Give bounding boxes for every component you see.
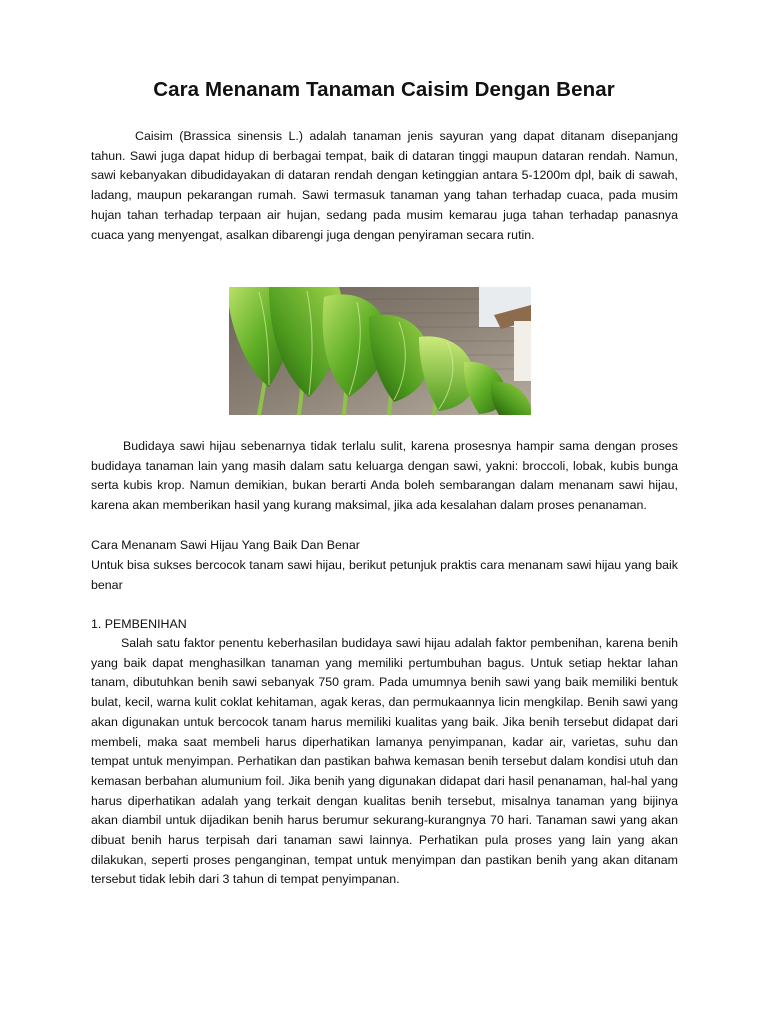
paragraph-budidaya: Budidaya sawi hijau sebenarnya tidak terlalu sulit, karena prosesnya hampir sama dengan proses budidaya tanaman lain yang masih dalam satu keluarga dengan sawi, yakni: broccoli, lobak, kubis bunga serta kubis krop. Namun demikian, bukan berarti Anda boleh sembarangan dalam menanam sawi hijau, karena akan memberikan hasil yang kurang maksimal, jika ada kesalahan dalam proses penanaman.: [91, 439, 678, 513]
subheading: Cara Menanam Sawi Hijau Yang Baik Dan Benar: [91, 538, 360, 552]
intro-paragraph: Caisim (Brassica sinensis L.) adalah tanaman jenis sayuran yang dapat ditanam disepanjang tahun. Sawi juga dapat hidup di berbagai tempat, baik di dataran tinggi maupun dataran rendah. Namun, sawi kebanyakan dibudidayakan di dataran rendah dengan ketinggian antara 5-1200m dpl, baik di sawah, ladang, maupun pekarangan rumah. Sawi termasuk tanaman yang tahan terhadap cuaca, pada musim hujan tahan terhadap terpaan air hujan, sedang pada musim kemarau juga tahan terhadap panasnya cuaca yang menyengat, asalkan dibarengi juga dengan penyiraman secara rutin.: [91, 129, 678, 242]
document-title: Cara Menanam Tanaman Caisim Dengan Benar: [153, 78, 615, 101]
section-heading-pembenihan: 1. PEMBENIHAN: [91, 617, 187, 631]
sawi-hijau-photo: [229, 287, 531, 415]
section-body-pembenihan: Salah satu faktor penentu keberhasilan budidaya sawi hijau adalah faktor pembenihan, karena benih yang baik dapat menghasilkan tanaman yang memiliki pertumbuhan bagus. Untuk setiap hektar lahan tanam, dibutuhkan benih sawi sebanyak 750 gram. Pada umumnya benih sawi yang baik memiliki bentuk bulat, kecil, warna kulit coklat kehitaman, agak keras, dan permukaannya licin mengkilap. Benih sawi yang akan digunakan untuk bercocok tanam harus memiliki kualitas yang baik. Jika benih tersebut didapat dari membeli, maka saat membeli harus diperhatikan lamanya penyimpanan, kadar air, varietas, suhu dan tempat untuk menyimpan. Perhatikan dan pastikan bahwa kemasan benih tersebut dalam kondisi utuh dan kemasan berbahan alumunium foil. Jika benih yang digunakan didapat dari hasil penanaman, hal-hal yang harus diperhatikan adalah yang terkait dengan kualitas benih tersebut, misalnya tanaman yang bijinya akan diambil untuk dijadikan benih harus berumur sekurang-kurangnya 70 hari. Tanaman sawi yang akan dibuat benih harus terpisah dari tanaman sawi lainnya. Perhatikan pula proses yang lain yang akan dilakukan, seperti proses penganginan, tempat untuk menyimpan dan pastikan benih yang akan ditanam tersebut tidak lebih dari 3 tahun di tempat penyimpanan.: [91, 636, 678, 887]
paragraph-petunjuk: Untuk bisa sukses bercocok tanam sawi hijau, berikut petunjuk praktis cara menanam sawi hijau yang baik benar: [91, 558, 678, 592]
